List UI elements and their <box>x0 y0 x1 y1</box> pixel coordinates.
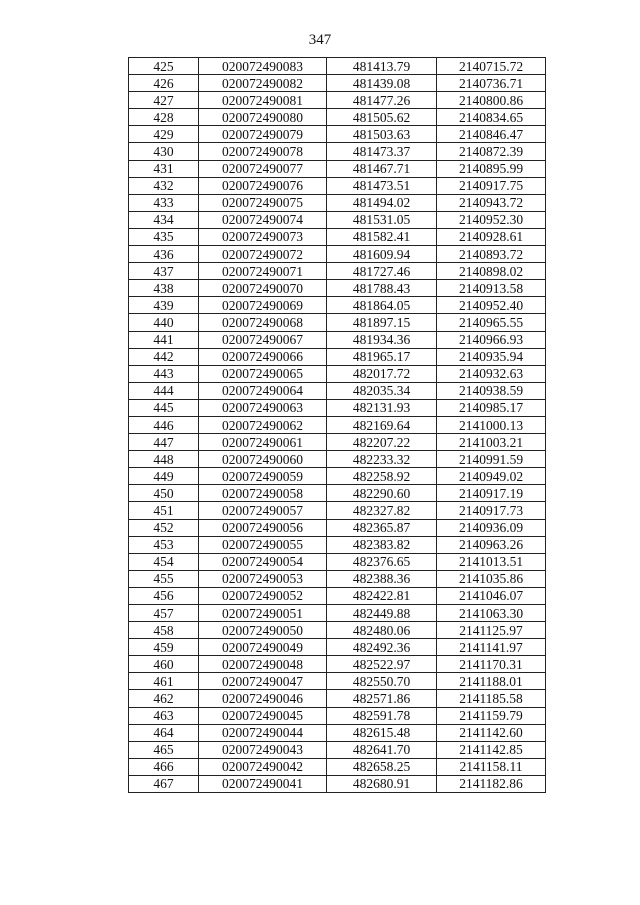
page-number: 347 <box>308 32 332 48</box>
table-row <box>129 758 546 775</box>
x-coordinate-cell: 482480.06 <box>327 622 437 639</box>
table-row <box>129 639 546 656</box>
row-index-cell: 448 <box>129 451 199 468</box>
table-row <box>129 434 546 451</box>
y-coordinate-cell: 2140893.72 <box>437 246 546 263</box>
y-coordinate-cell: 2140985.17 <box>437 399 546 416</box>
table-row <box>129 143 546 160</box>
row-index-cell: 465 <box>129 741 199 758</box>
x-coordinate-cell: 481965.17 <box>327 348 437 365</box>
table-row <box>129 570 546 587</box>
y-coordinate-cell: 2141170.31 <box>437 656 546 673</box>
row-index-cell: 440 <box>129 314 199 331</box>
parcel-code-cell: 020072490059 <box>199 468 327 485</box>
y-coordinate-cell: 2140952.30 <box>437 211 546 228</box>
table-row <box>129 622 546 639</box>
parcel-code-cell: 020072490049 <box>199 639 327 656</box>
row-index-cell: 449 <box>129 468 199 485</box>
x-coordinate-cell: 482258.92 <box>327 468 437 485</box>
table-row <box>129 58 546 75</box>
y-coordinate-cell: 2140715.72 <box>437 58 546 75</box>
x-coordinate-cell: 482169.64 <box>327 416 437 433</box>
parcel-code-cell: 020072490043 <box>199 741 327 758</box>
row-index-cell: 426 <box>129 75 199 92</box>
row-index-cell: 431 <box>129 160 199 177</box>
table-row <box>129 553 546 570</box>
parcel-code-cell: 020072490071 <box>199 263 327 280</box>
row-index-cell: 466 <box>129 758 199 775</box>
y-coordinate-cell: 2141188.01 <box>437 673 546 690</box>
parcel-code-cell: 020072490076 <box>199 177 327 194</box>
y-coordinate-cell: 2141141.97 <box>437 639 546 656</box>
y-coordinate-cell: 2141003.21 <box>437 434 546 451</box>
table-row <box>129 194 546 211</box>
parcel-code-cell: 020072490054 <box>199 553 327 570</box>
row-index-cell: 447 <box>129 434 199 451</box>
row-index-cell: 434 <box>129 211 199 228</box>
y-coordinate-cell: 2140800.86 <box>437 92 546 109</box>
table-row <box>129 656 546 673</box>
table-row <box>129 451 546 468</box>
table-row <box>129 399 546 416</box>
row-index-cell: 452 <box>129 519 199 536</box>
y-coordinate-cell: 2140917.19 <box>437 485 546 502</box>
x-coordinate-cell: 482017.72 <box>327 365 437 382</box>
x-coordinate-cell: 481473.51 <box>327 177 437 194</box>
y-coordinate-cell: 2141013.51 <box>437 553 546 570</box>
y-coordinate-cell: 2140928.61 <box>437 228 546 245</box>
y-coordinate-cell: 2141142.60 <box>437 724 546 741</box>
row-index-cell: 456 <box>129 587 199 604</box>
table-row <box>129 314 546 331</box>
y-coordinate-cell: 2140949.02 <box>437 468 546 485</box>
y-coordinate-cell: 2141158.11 <box>437 758 546 775</box>
y-coordinate-cell: 2140938.59 <box>437 382 546 399</box>
table-row <box>129 365 546 382</box>
y-coordinate-cell: 2140834.65 <box>437 109 546 126</box>
y-coordinate-cell: 2140965.55 <box>437 314 546 331</box>
x-coordinate-cell: 481864.05 <box>327 297 437 314</box>
row-index-cell: 438 <box>129 280 199 297</box>
parcel-code-cell: 020072490069 <box>199 297 327 314</box>
table-row <box>129 160 546 177</box>
table-row <box>129 775 546 792</box>
table-row <box>129 485 546 502</box>
parcel-code-cell: 020072490063 <box>199 399 327 416</box>
table-row <box>129 519 546 536</box>
coordinates-table-body <box>129 58 546 793</box>
y-coordinate-cell: 2140966.93 <box>437 331 546 348</box>
table-row <box>129 690 546 707</box>
x-coordinate-cell: 481788.43 <box>327 280 437 297</box>
row-index-cell: 433 <box>129 194 199 211</box>
parcel-code-cell: 020072490065 <box>199 365 327 382</box>
table-row <box>129 109 546 126</box>
y-coordinate-cell: 2140991.59 <box>437 451 546 468</box>
parcel-code-cell: 020072490041 <box>199 775 327 792</box>
y-coordinate-cell: 2140943.72 <box>437 194 546 211</box>
y-coordinate-cell: 2141046.07 <box>437 587 546 604</box>
row-index-cell: 458 <box>129 622 199 639</box>
parcel-code-cell: 020072490060 <box>199 451 327 468</box>
x-coordinate-cell: 481503.63 <box>327 126 437 143</box>
x-coordinate-cell: 482327.82 <box>327 502 437 519</box>
table-row <box>129 177 546 194</box>
x-coordinate-cell: 481505.62 <box>327 109 437 126</box>
parcel-code-cell: 020072490050 <box>199 622 327 639</box>
table-row <box>129 468 546 485</box>
parcel-code-cell: 020072490066 <box>199 348 327 365</box>
table-row <box>129 297 546 314</box>
row-index-cell: 443 <box>129 365 199 382</box>
parcel-code-cell: 020072490061 <box>199 434 327 451</box>
parcel-code-cell: 020072490062 <box>199 416 327 433</box>
x-coordinate-cell: 481897.15 <box>327 314 437 331</box>
x-coordinate-cell: 481467.71 <box>327 160 437 177</box>
y-coordinate-cell: 2141125.97 <box>437 622 546 639</box>
y-coordinate-cell: 2140895.99 <box>437 160 546 177</box>
y-coordinate-cell: 2140736.71 <box>437 75 546 92</box>
y-coordinate-cell: 2141000.13 <box>437 416 546 433</box>
parcel-code-cell: 020072490044 <box>199 724 327 741</box>
row-index-cell: 437 <box>129 263 199 280</box>
row-index-cell: 428 <box>129 109 199 126</box>
row-index-cell: 446 <box>129 416 199 433</box>
parcel-code-cell: 020072490058 <box>199 485 327 502</box>
parcel-code-cell: 020072490072 <box>199 246 327 263</box>
parcel-code-cell: 020072490074 <box>199 211 327 228</box>
parcel-code-cell: 020072490064 <box>199 382 327 399</box>
x-coordinate-cell: 482233.32 <box>327 451 437 468</box>
x-coordinate-cell: 482680.91 <box>327 775 437 792</box>
coordinates-table <box>128 57 546 793</box>
row-index-cell: 453 <box>129 536 199 553</box>
y-coordinate-cell: 2140963.26 <box>437 536 546 553</box>
table-row <box>129 605 546 622</box>
row-index-cell: 450 <box>129 485 199 502</box>
row-index-cell: 444 <box>129 382 199 399</box>
x-coordinate-cell: 481439.08 <box>327 75 437 92</box>
y-coordinate-cell: 2140936.09 <box>437 519 546 536</box>
row-index-cell: 467 <box>129 775 199 792</box>
x-coordinate-cell: 482571.86 <box>327 690 437 707</box>
x-coordinate-cell: 482207.22 <box>327 434 437 451</box>
y-coordinate-cell: 2140952.40 <box>437 297 546 314</box>
row-index-cell: 425 <box>129 58 199 75</box>
parcel-code-cell: 020072490082 <box>199 75 327 92</box>
table-row <box>129 587 546 604</box>
table-row <box>129 673 546 690</box>
parcel-code-cell: 020072490073 <box>199 228 327 245</box>
y-coordinate-cell: 2141035.86 <box>437 570 546 587</box>
table-row <box>129 707 546 724</box>
parcel-code-cell: 020072490048 <box>199 656 327 673</box>
parcel-code-cell: 020072490080 <box>199 109 327 126</box>
y-coordinate-cell: 2140872.39 <box>437 143 546 160</box>
x-coordinate-cell: 481609.94 <box>327 246 437 263</box>
x-coordinate-cell: 482492.36 <box>327 639 437 656</box>
parcel-code-cell: 020072490042 <box>199 758 327 775</box>
row-index-cell: 460 <box>129 656 199 673</box>
row-index-cell: 459 <box>129 639 199 656</box>
parcel-code-cell: 020072490081 <box>199 92 327 109</box>
x-coordinate-cell: 481473.37 <box>327 143 437 160</box>
row-index-cell: 462 <box>129 690 199 707</box>
x-coordinate-cell: 482615.48 <box>327 724 437 741</box>
row-index-cell: 451 <box>129 502 199 519</box>
parcel-code-cell: 020072490055 <box>199 536 327 553</box>
table-row <box>129 211 546 228</box>
table-row <box>129 92 546 109</box>
row-index-cell: 457 <box>129 605 199 622</box>
y-coordinate-cell: 2140917.73 <box>437 502 546 519</box>
row-index-cell: 430 <box>129 143 199 160</box>
x-coordinate-cell: 482422.81 <box>327 587 437 604</box>
table-row <box>129 263 546 280</box>
x-coordinate-cell: 482658.25 <box>327 758 437 775</box>
y-coordinate-cell: 2140917.75 <box>437 177 546 194</box>
table-row <box>129 75 546 92</box>
x-coordinate-cell: 481494.02 <box>327 194 437 211</box>
parcel-code-cell: 020072490077 <box>199 160 327 177</box>
table-row <box>129 724 546 741</box>
y-coordinate-cell: 2141185.58 <box>437 690 546 707</box>
x-coordinate-cell: 481727.46 <box>327 263 437 280</box>
parcel-code-cell: 020072490047 <box>199 673 327 690</box>
x-coordinate-cell: 482131.93 <box>327 399 437 416</box>
row-index-cell: 427 <box>129 92 199 109</box>
x-coordinate-cell: 482522.97 <box>327 656 437 673</box>
row-index-cell: 436 <box>129 246 199 263</box>
x-coordinate-cell: 482388.36 <box>327 570 437 587</box>
x-coordinate-cell: 481531.05 <box>327 211 437 228</box>
parcel-code-cell: 020072490083 <box>199 58 327 75</box>
row-index-cell: 445 <box>129 399 199 416</box>
parcel-code-cell: 020072490057 <box>199 502 327 519</box>
x-coordinate-cell: 482290.60 <box>327 485 437 502</box>
y-coordinate-cell: 2141063.30 <box>437 605 546 622</box>
table-row <box>129 741 546 758</box>
row-index-cell: 464 <box>129 724 199 741</box>
table-row <box>129 348 546 365</box>
y-coordinate-cell: 2140846.47 <box>437 126 546 143</box>
x-coordinate-cell: 482641.70 <box>327 741 437 758</box>
x-coordinate-cell: 481477.26 <box>327 92 437 109</box>
y-coordinate-cell: 2141159.79 <box>437 707 546 724</box>
table-row <box>129 280 546 297</box>
parcel-code-cell: 020072490079 <box>199 126 327 143</box>
row-index-cell: 432 <box>129 177 199 194</box>
y-coordinate-cell: 2141182.86 <box>437 775 546 792</box>
parcel-code-cell: 020072490078 <box>199 143 327 160</box>
row-index-cell: 461 <box>129 673 199 690</box>
parcel-code-cell: 020072490070 <box>199 280 327 297</box>
row-index-cell: 441 <box>129 331 199 348</box>
row-index-cell: 463 <box>129 707 199 724</box>
table-row <box>129 502 546 519</box>
parcel-code-cell: 020072490056 <box>199 519 327 536</box>
parcel-code-cell: 020072490046 <box>199 690 327 707</box>
x-coordinate-cell: 482035.34 <box>327 382 437 399</box>
x-coordinate-cell: 481582.41 <box>327 228 437 245</box>
x-coordinate-cell: 482591.78 <box>327 707 437 724</box>
x-coordinate-cell: 482550.70 <box>327 673 437 690</box>
table-row <box>129 126 546 143</box>
table-row <box>129 382 546 399</box>
x-coordinate-cell: 482449.88 <box>327 605 437 622</box>
x-coordinate-cell: 481413.79 <box>327 58 437 75</box>
parcel-code-cell: 020072490075 <box>199 194 327 211</box>
table-row <box>129 228 546 245</box>
y-coordinate-cell: 2140932.63 <box>437 365 546 382</box>
y-coordinate-cell: 2141142.85 <box>437 741 546 758</box>
parcel-code-cell: 020072490053 <box>199 570 327 587</box>
table-row <box>129 331 546 348</box>
parcel-code-cell: 020072490051 <box>199 605 327 622</box>
parcel-code-cell: 020072490052 <box>199 587 327 604</box>
x-coordinate-cell: 482383.82 <box>327 536 437 553</box>
y-coordinate-cell: 2140913.58 <box>437 280 546 297</box>
parcel-code-cell: 020072490045 <box>199 707 327 724</box>
parcel-code-cell: 020072490068 <box>199 314 327 331</box>
row-index-cell: 454 <box>129 553 199 570</box>
x-coordinate-cell: 482365.87 <box>327 519 437 536</box>
table-row <box>129 536 546 553</box>
table-row <box>129 416 546 433</box>
row-index-cell: 439 <box>129 297 199 314</box>
y-coordinate-cell: 2140898.02 <box>437 263 546 280</box>
table-row <box>129 246 546 263</box>
parcel-code-cell: 020072490067 <box>199 331 327 348</box>
row-index-cell: 429 <box>129 126 199 143</box>
row-index-cell: 455 <box>129 570 199 587</box>
row-index-cell: 435 <box>129 228 199 245</box>
y-coordinate-cell: 2140935.94 <box>437 348 546 365</box>
x-coordinate-cell: 481934.36 <box>327 331 437 348</box>
x-coordinate-cell: 482376.65 <box>327 553 437 570</box>
row-index-cell: 442 <box>129 348 199 365</box>
